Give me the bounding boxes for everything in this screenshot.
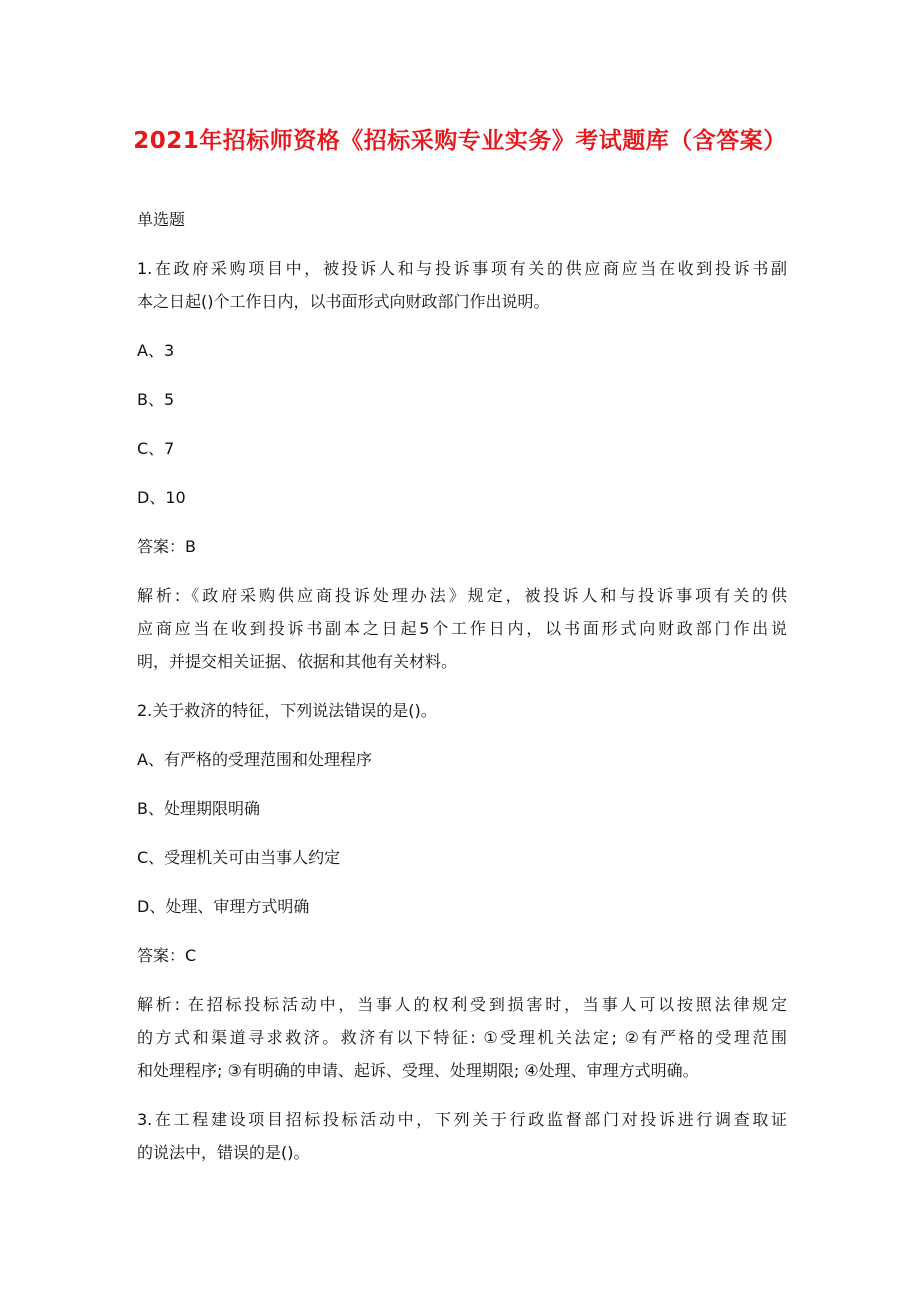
option-text: B、5 — [137, 390, 175, 409]
question-1-option-d — [137, 481, 787, 514]
question-2-stem — [137, 694, 787, 727]
question-2-option-a — [137, 743, 787, 776]
question-1-answer — [137, 530, 787, 563]
question-3-stem — [137, 1103, 787, 1169]
question-line: 本之日起()个工作日内，以书面形式向财政部门作出说明。 — [137, 292, 550, 311]
analysis-line: 和处理程序; ③有明确的申请、起诉、受理、处理期限; ④处理、审理方式明确。 — [137, 1061, 699, 1080]
question-1-option-a — [137, 334, 787, 367]
page-title: 2021年招标师资格《招标采购专业实务》考试题库（含答案） — [133, 128, 787, 154]
question-1-stem — [137, 252, 787, 318]
question-line: 2.关于救济的特征，下列说法错误的是()。 — [137, 701, 437, 720]
option-text: C、7 — [137, 439, 175, 458]
option-text: D、10 — [137, 488, 186, 507]
question-2-analysis — [137, 988, 787, 1087]
question-2-option-c — [137, 841, 787, 874]
option-text: A、有严格的受理范围和处理程序 — [137, 750, 372, 769]
analysis-line: 的方式和渠道寻求救济。救济有以下特征: ①受理机关法定; ②有严格的受理范围 — [137, 1028, 787, 1047]
option-text: B、处理期限明确 — [137, 799, 260, 818]
question-1-option-b — [137, 383, 787, 416]
question-line: 3.在工程建设项目招标投标活动中，下列关于行政监督部门对投诉进行调查取证 — [137, 1110, 787, 1129]
analysis-line: 明，并提交相关证据、依据和其他有关材料。 — [137, 652, 458, 671]
question-1-analysis — [137, 579, 787, 678]
analysis-line: 解析:《政府采购供应商投诉处理办法》规定，被投诉人和与投诉事项有关的供 — [137, 586, 787, 605]
question-line: 1.在政府采购项目中，被投诉人和与投诉事项有关的供应商应当在收到投诉书副 — [137, 259, 787, 278]
option-text: A、3 — [137, 341, 175, 360]
document-body — [137, 203, 787, 1185]
question-2-answer — [137, 939, 787, 972]
section-heading: 单选题 — [137, 210, 186, 229]
option-text: D、处理、审理方式明确 — [137, 897, 310, 916]
analysis-line: 解析: 在招标投标活动中，当事人的权利受到损害时，当事人可以按照法律规定 — [137, 995, 787, 1014]
analysis-line: 应商应当在收到投诉书副本之日起5个工作日内，以书面形式向财政部门作出说 — [137, 619, 787, 638]
question-1-option-c — [137, 432, 787, 465]
question-2-option-d — [137, 890, 787, 923]
section-heading-block — [137, 203, 787, 236]
answer-text: 答案：B — [137, 537, 196, 556]
question-line: 的说法中，错误的是()。 — [137, 1143, 310, 1162]
question-2-option-b — [137, 792, 787, 825]
option-text: C、受理机关可由当事人约定 — [137, 848, 341, 867]
answer-text: 答案：C — [137, 946, 197, 965]
